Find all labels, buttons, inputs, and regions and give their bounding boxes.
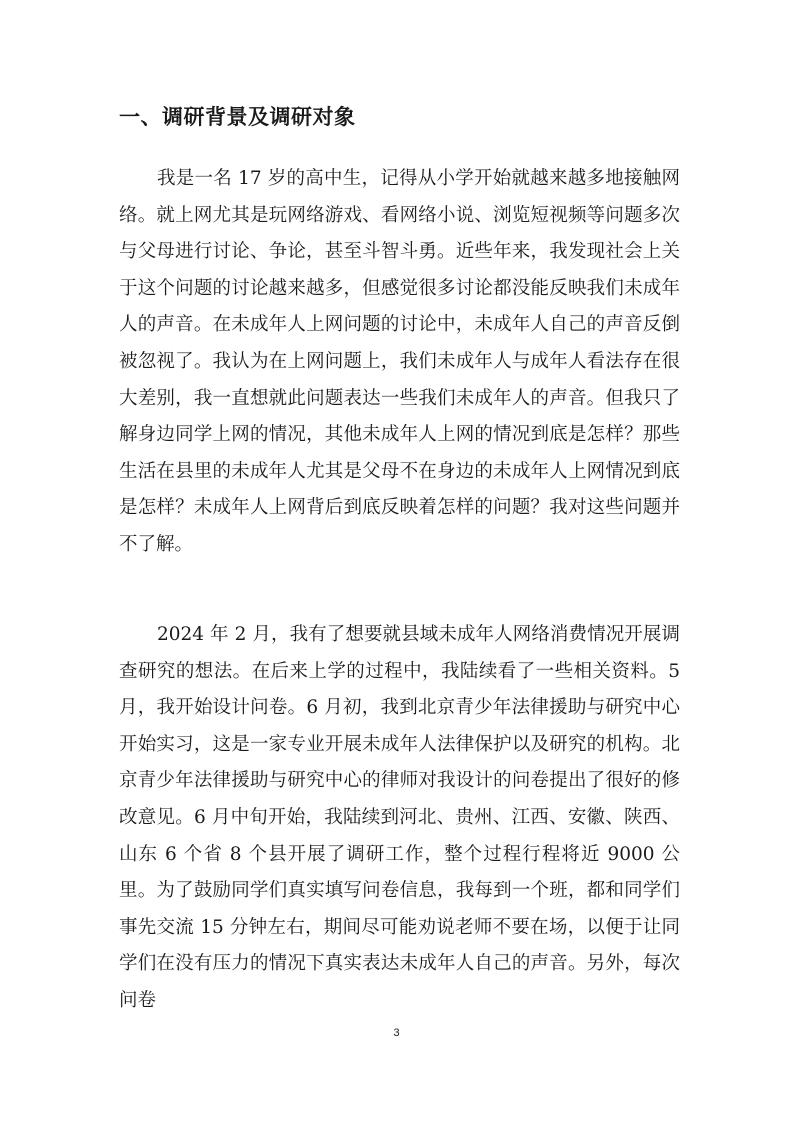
section-heading: 一、调研背景及调研对象: [119, 105, 356, 129]
paragraph-research-background: 我是一名 17 岁的高中生，记得从小学开始就越来越多地接触网络。就上网尤其是玩网络游戏、看网络小说、浏览短视频等问题多次与父母进行讨论、争论，甚至斗智斗勇。近些年来，我发现社会上关于这个问题的讨论越来越多，但感觉很多讨论都没能反映我们未成年人的声音。在未成年人上网问题的讨论中，未成年人自己的声音反倒被忽视了。我认为在上网问题上，我们未成年人与成年人看法存在很大差别，我一直想就此问题表达一些我们未成年人的声音。但我只了解身边同学上网的情况，其他未成年人上网的情况到底是怎样？那些生活在县里的未成年人尤其是父母不在身边的未成年人上网情况到底是怎样？未成年人上网背后到底反映着怎样的问题？我对这些问题并不了解。: [119, 168, 680, 555]
paragraph-research-process: 2024 年 2 月，我有了想要就县域未成年人网络消费情况开展调查研究的想法。在后来上学的过程中，我陆续看了一些相关资料。5 月，我开始设计问卷。6 月初，我到北京青少年法律援助与研究中心开始实习，这是一家专业开展未成年人法律保护以及研究的机构。北京青少年法律援助与研究中心的律师对我设计的问卷提出了很好的修改意见。6 月中旬开始，我陆续到河北、贵州、江西、安徽、陕西、山东 6 个省 8 个县开展了调研工作，整个过程行程将近 9000 公里。为了鼓励同学们真实填写问卷信息，我每到一个班，都和同学们事先交流 15 分钟左右，期间尽可能劝说老师不要在场，以便于让同学们在没有压力的情况下真实表达未成年人自己的声音。另外，每次问卷: [119, 624, 680, 1011]
page-number: 3: [393, 1027, 400, 1039]
